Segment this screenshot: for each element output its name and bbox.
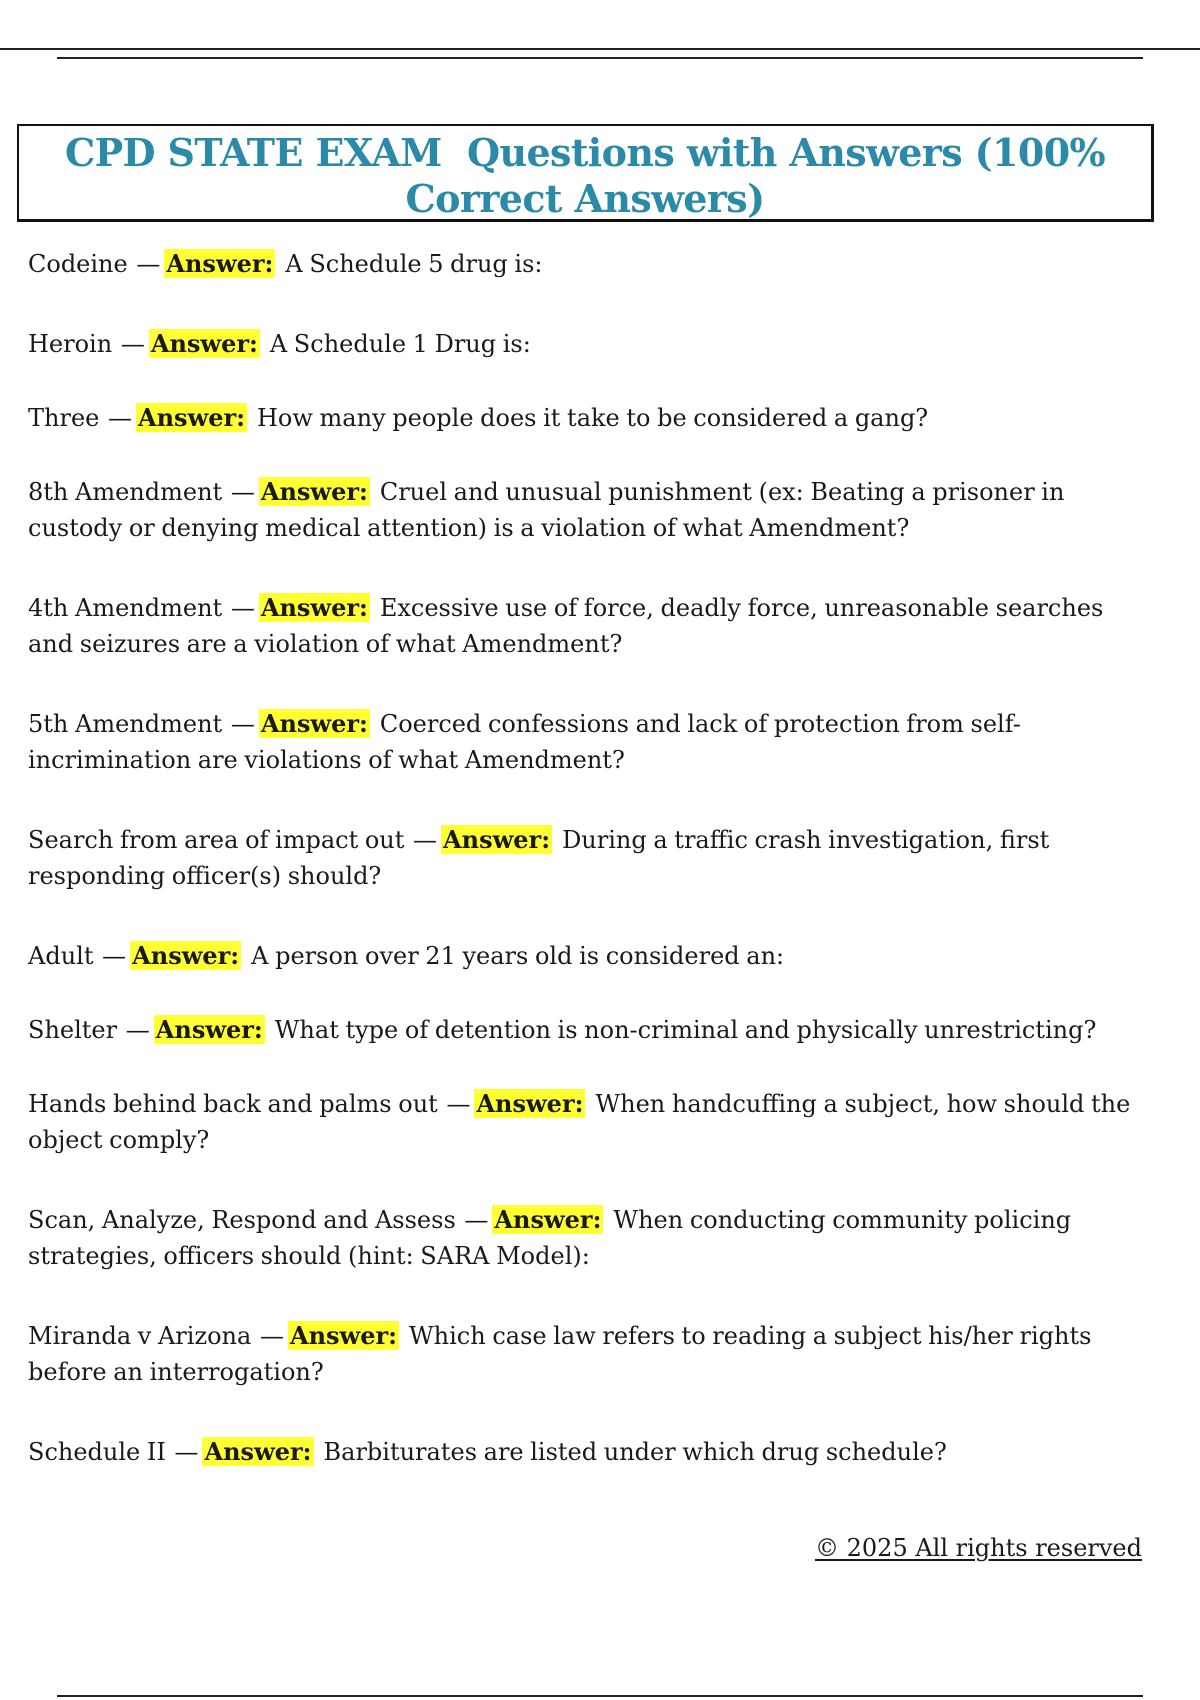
qa-question: A person over 21 years old is considered an: <box>251 942 785 970</box>
qa-item <box>28 938 1138 974</box>
qa-dash: — <box>125 1016 150 1044</box>
qa-answer: Hands behind back and palms out <box>28 1090 438 1118</box>
qa-question: How many people does it take to be considered a gang? <box>257 404 929 432</box>
qa-item <box>28 1318 1138 1390</box>
qa-item <box>28 822 1138 894</box>
qa-answer: Shelter <box>28 1016 118 1044</box>
qa-question: Coerced confessions and lack of protection from self-incrimination are violations of what Amendment? <box>28 710 1021 774</box>
answer-label: Answer: <box>260 593 368 622</box>
qa-item <box>28 246 1138 282</box>
answer-label: Answer: <box>155 1015 263 1044</box>
answer-label: Answer: <box>204 1437 312 1466</box>
qa-item <box>28 400 1138 436</box>
bottom-rule <box>57 1695 1143 1697</box>
answer-label: Answer: <box>260 709 368 738</box>
qa-answer: Schedule II <box>28 1438 166 1466</box>
qa-answer: Search from area of impact out <box>28 826 405 854</box>
qa-question: Excessive use of force, deadly force, unreasonable searches and seizures are a violation of what Amendment? <box>28 594 1104 658</box>
qa-answer: Adult <box>28 942 94 970</box>
top-rule-primary <box>0 48 1200 50</box>
answer-label: Answer: <box>494 1205 602 1234</box>
qa-dash: — <box>464 1206 489 1234</box>
qa-answer: Scan, Analyze, Respond and Assess <box>28 1206 456 1234</box>
qa-question: When conducting community policing strategies, officers should (hint: SARA Model): <box>28 1206 1072 1270</box>
qa-item <box>28 326 1138 362</box>
qa-answer: 4th Amendment <box>28 594 223 622</box>
answer-label: Answer: <box>132 941 240 970</box>
qa-dash: — <box>413 826 438 854</box>
qa-answer: Three <box>28 404 100 432</box>
qa-dash: — <box>174 1438 199 1466</box>
qa-dash: — <box>230 710 255 738</box>
qa-answer: Codeine <box>28 250 128 278</box>
qa-item <box>28 1202 1138 1274</box>
qa-question: A Schedule 1 Drug is: <box>269 330 531 358</box>
answer-label: Answer: <box>137 403 245 432</box>
answer-label: Answer: <box>476 1089 584 1118</box>
qa-question: Which case law refers to reading a subject his/her rights before an interrogation? <box>28 1322 1092 1386</box>
qa-dash: — <box>120 330 145 358</box>
qa-question: Barbiturates are listed under which drug schedule? <box>323 1438 947 1466</box>
answer-label: Answer: <box>443 825 551 854</box>
qa-dash: — <box>136 250 161 278</box>
top-rule-secondary <box>57 57 1143 59</box>
qa-item <box>28 1434 1138 1470</box>
qa-question: When handcuffing a subject, how should the object comply? <box>28 1090 1131 1154</box>
qa-dash: — <box>259 1322 284 1350</box>
qa-answer: 8th Amendment <box>28 478 223 506</box>
answer-label: Answer: <box>150 329 258 358</box>
qa-question: A Schedule 5 drug is: <box>285 250 543 278</box>
qa-answer: Heroin <box>28 330 113 358</box>
qa-dash: — <box>446 1090 471 1118</box>
qa-dash: — <box>107 404 132 432</box>
answer-label: Answer: <box>289 1321 397 1350</box>
qa-dash: — <box>230 594 255 622</box>
qa-item <box>28 706 1138 778</box>
qa-item <box>28 590 1138 662</box>
qa-item <box>28 1012 1138 1048</box>
title-box <box>17 124 1154 222</box>
qa-question: During a traffic crash investigation, first responding officer(s) should? <box>28 826 1050 890</box>
qa-question: Cruel and unusual punishment (ex: Beating a prisoner in custody or denying medical attention) is a violation of what Amendment? <box>28 478 1065 542</box>
answer-label: Answer: <box>166 249 274 278</box>
qa-list <box>28 246 1138 1514</box>
qa-item <box>28 1086 1138 1158</box>
qa-answer: Miranda v Arizona <box>28 1322 252 1350</box>
copyright-notice: © 2025 All rights reserved <box>815 1534 1142 1562</box>
qa-question: What type of detention is non-criminal and physically unrestricting? <box>274 1016 1097 1044</box>
document-title: CPD STATE EXAM Questions with Answers (100% Correct Answers) <box>64 130 1118 221</box>
qa-dash: — <box>230 478 255 506</box>
qa-answer: 5th Amendment <box>28 710 223 738</box>
answer-label: Answer: <box>260 477 368 506</box>
qa-dash: — <box>102 942 127 970</box>
qa-item <box>28 474 1138 546</box>
